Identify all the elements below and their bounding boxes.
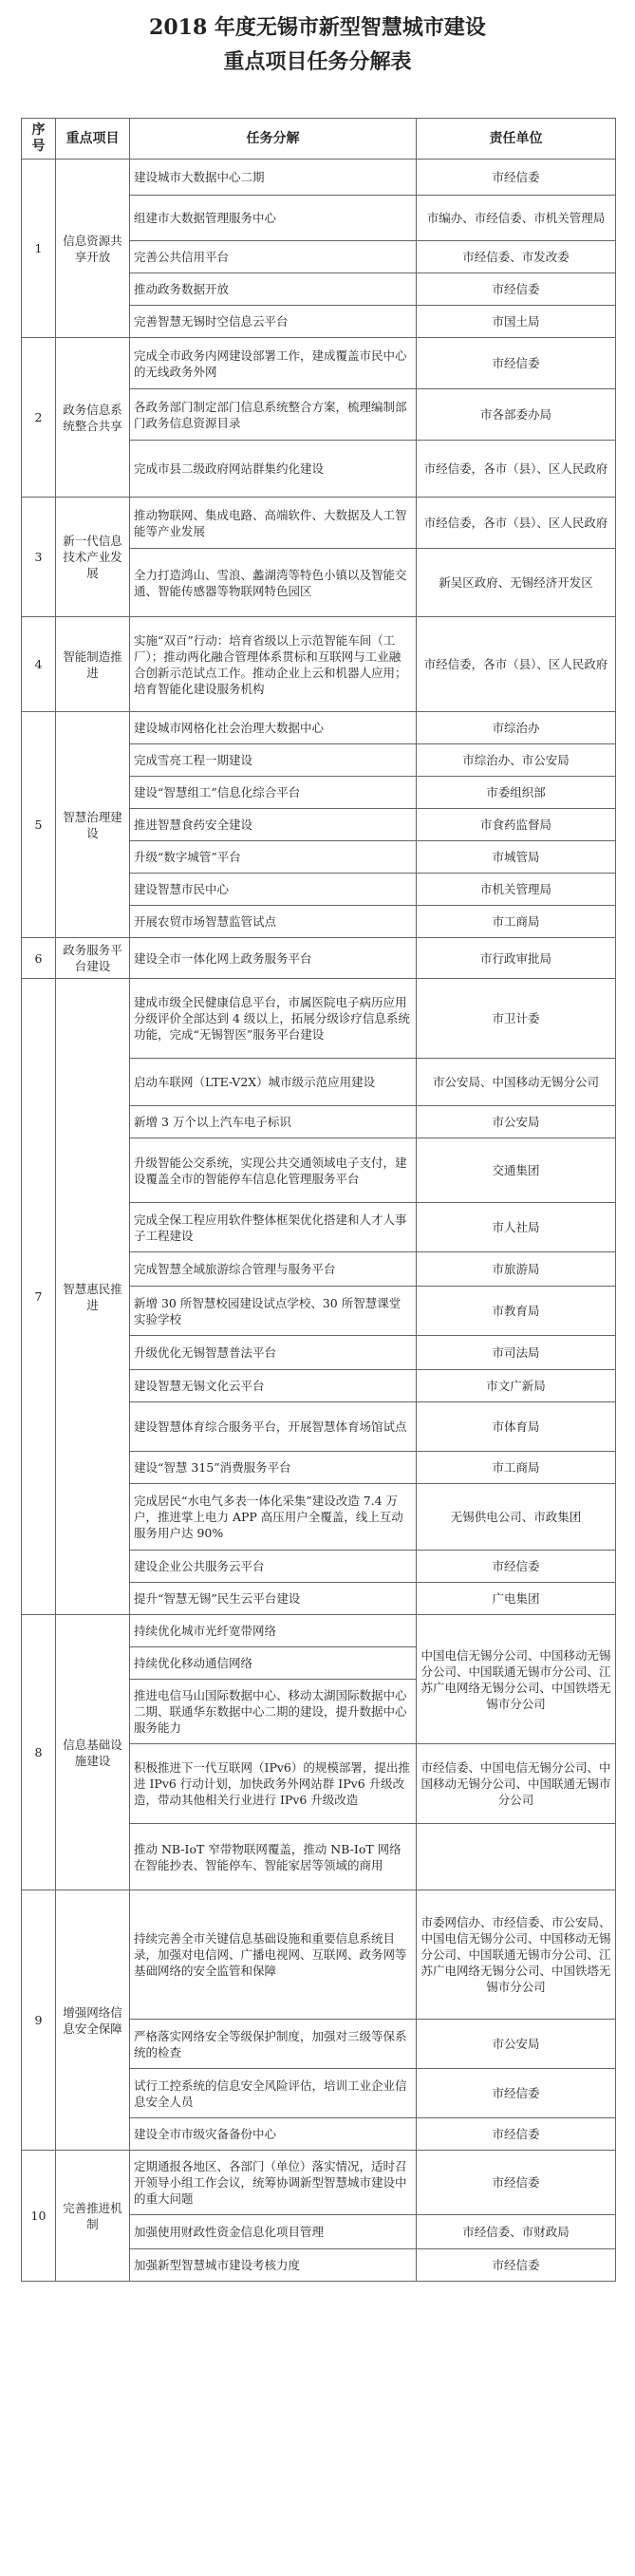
task-table — [21, 118, 616, 2282]
cell-unit: 市司法局 — [417, 1336, 616, 1370]
cell-unit: 市编办、市经信委、市机关管理局 — [417, 196, 616, 241]
cell-unit: 市委网信办、市经信委、市公安局、中国电信无锡分公司、中国移动无锡分公司、中国联通无锡市分公司、江苏广电网络无锡分公司、中国铁塔无锡市分公司 — [417, 1890, 616, 2020]
title-line-2: 重点项目任务分解表 — [223, 49, 412, 74]
header-no: 序号 — [22, 119, 56, 160]
cell-task: 完善公共信用平台 — [130, 241, 417, 273]
cell-task: 组建市大数据管理服务中心 — [130, 196, 417, 241]
cell-unit: 市经信委 — [417, 2151, 616, 2215]
cell-no: 4 — [22, 617, 56, 712]
table-row — [22, 1890, 616, 2020]
cell-unit: 市经信委 — [417, 2069, 616, 2118]
cell-unit: 市体育局 — [417, 1402, 616, 1452]
cell-task: 推动政务数据开放 — [130, 273, 417, 306]
cell-task: 建设全市市级灾备备份中心 — [130, 2118, 417, 2151]
cell-unit: 市经信委 — [417, 2118, 616, 2151]
cell-unit: 市人社局 — [417, 1203, 616, 1252]
cell-task: 启动车联网（LTE-V2X）城市级示范应用建设 — [130, 1059, 417, 1106]
cell-unit: 广电集团 — [417, 1583, 616, 1615]
cell-no: 10 — [22, 2151, 56, 2282]
cell-task: 严格落实网络安全等级保护制度，加强对三级等保系统的检查 — [130, 2020, 417, 2069]
cell-task: 升级智能公交系统，实现公共交通领域电子支付，建设覆盖全市的智能停车信息化管理服务平台 — [130, 1138, 417, 1203]
cell-task: 加强使用财政性资金信息化项目管理 — [130, 2215, 417, 2249]
table-row — [22, 938, 616, 979]
cell-unit: 市经信委 — [417, 338, 616, 389]
cell-task: 建设全市一体化网上政务服务平台 — [130, 938, 417, 979]
cell-task: 建设智慧市民中心 — [130, 874, 417, 906]
cell-task: 提升“智慧无锡”民生云平台建设 — [130, 1583, 417, 1615]
cell-task: 开展农贸市场智慧监管试点 — [130, 906, 417, 938]
cell-unit: 市公安局、中国移动无锡分公司 — [417, 1059, 616, 1106]
cell-task: 实施“双百”行动：培育省级以上示范智能车间（工厂）；推动两化融合管理体系贯标和互联网与工业融合创新示范试点工作。推动企业上云和机器人应用；培育智能化建设服务机构 — [130, 617, 417, 712]
cell-task: 定期通报各地区、各部门（单位）落实情况，适时召开领导小组工作会议，统筹协调新型智慧城市建设中的重大问题 — [130, 2151, 417, 2215]
cell-task: 各政务部门制定部门信息系统整合方案，梳理编制部门政务信息资源目录 — [130, 389, 417, 441]
cell-unit: 市经信委，各市（县）、区人民政府 — [417, 498, 616, 549]
cell-unit: 市经信委 — [417, 2249, 616, 2282]
cell-project: 智慧惠民推进 — [56, 979, 130, 1615]
cell-no: 6 — [22, 938, 56, 979]
cell-task: 建设城市网格化社会治理大数据中心 — [130, 712, 417, 744]
cell-task: 完成雪亮工程一期建设 — [130, 744, 417, 777]
cell-project: 新一代信息技术产业发展 — [56, 498, 130, 617]
cell-task: 建设“智慧 315”消费服务平台 — [130, 1452, 417, 1484]
header-unit: 责任单位 — [417, 119, 616, 160]
cell-task: 加强新型智慧城市建设考核力度 — [130, 2249, 417, 2282]
cell-no: 8 — [22, 1615, 56, 1890]
cell-unit: 市公安局 — [417, 1106, 616, 1138]
cell-task: 持续优化移动通信网络 — [130, 1647, 417, 1680]
title-line-1: 2018 年度无锡市新型智慧城市建设 — [149, 15, 486, 40]
cell-task: 升级优化无锡智慧普法平台 — [130, 1336, 417, 1370]
cell-project: 增强网络信息安全保障 — [56, 1890, 130, 2151]
header-task: 任务分解 — [130, 119, 417, 160]
cell-unit: 市经信委、中国电信无锡分公司、中国移动无锡分公司、中国联通无锡市分公司 — [417, 1744, 616, 1824]
cell-project: 智能制造推进 — [56, 617, 130, 712]
cell-task: 升级“数字城管”平台 — [130, 841, 417, 874]
table-row — [22, 712, 616, 744]
cell-task: 建设城市大数据中心二期 — [130, 160, 417, 196]
cell-task: 完善智慧无锡时空信息云平台 — [130, 306, 417, 338]
cell-task: 建设企业公共服务云平台 — [130, 1551, 417, 1583]
header-project: 重点项目 — [56, 119, 130, 160]
cell-no: 5 — [22, 712, 56, 938]
table-body — [22, 160, 616, 2282]
cell-task: 推进智慧食药安全建设 — [130, 809, 417, 841]
cell-unit: 新吴区政府、无锡经济开发区 — [417, 549, 616, 617]
cell-task: 推动物联网、集成电路、高端软件、大数据及人工智能等产业发展 — [130, 498, 417, 549]
cell-unit: 市综治办、市公安局 — [417, 744, 616, 777]
table-row — [22, 2151, 616, 2215]
cell-unit: 市教育局 — [417, 1287, 616, 1336]
cell-task: 建设智慧体育综合服务平台，开展智慧体育场馆试点 — [130, 1402, 417, 1452]
cell-unit: 市文广新局 — [417, 1370, 616, 1402]
cell-no: 1 — [22, 160, 56, 338]
cell-task: 建设“智慧组工”信息化综合平台 — [130, 777, 417, 809]
cell-project: 信息资源共享开放 — [56, 160, 130, 338]
cell-unit: 市工商局 — [417, 906, 616, 938]
cell-unit: 市各部委办局 — [417, 389, 616, 441]
table-row — [22, 160, 616, 196]
cell-unit: 市经信委，各市（县）、区人民政府 — [417, 617, 616, 712]
cell-task: 持续优化城市光纤宽带网络 — [130, 1615, 417, 1647]
cell-unit: 市经信委、市财政局 — [417, 2215, 616, 2249]
cell-task: 完成全保工程应用软件整体框架优化搭建和人才人事子工程建设 — [130, 1203, 417, 1252]
cell-unit: 市工商局 — [417, 1452, 616, 1484]
cell-unit: 市国土局 — [417, 306, 616, 338]
cell-task: 全力打造鸿山、雪浪、蠡湖湾等特色小镇以及智能交通、智能传感器等物联网特色园区 — [130, 549, 417, 617]
cell-unit: 市综治办 — [417, 712, 616, 744]
cell-unit — [417, 1824, 616, 1890]
table-row — [22, 338, 616, 389]
table-row — [22, 617, 616, 712]
cell-project: 智慧治理建设 — [56, 712, 130, 938]
cell-unit: 交通集团 — [417, 1138, 616, 1203]
cell-unit: 中国电信无锡分公司、中国移动无锡分公司、中国联通无锡市分公司、江苏广电网络无锡分公司、中国铁塔无锡市分公司 — [417, 1615, 616, 1744]
cell-task: 积极推进下一代互联网（IPv6）的规模部署，提出推进 IPv6 行动计划，加快政务外网站群 IPv6 升级改造，带动其他相关行业进行 IPv6 升级改造 — [130, 1744, 417, 1824]
cell-unit: 市旅游局 — [417, 1252, 616, 1287]
cell-unit: 无锡供电公司、市政集团 — [417, 1484, 616, 1551]
cell-project: 信息基础设施建设 — [56, 1615, 130, 1890]
cell-unit: 市行政审批局 — [417, 938, 616, 979]
table-row — [22, 498, 616, 549]
cell-unit: 市城管局 — [417, 841, 616, 874]
cell-unit: 市经信委 — [417, 1551, 616, 1583]
cell-no: 9 — [22, 1890, 56, 2151]
cell-task: 完成智慧全域旅游综合管理与服务平台 — [130, 1252, 417, 1287]
cell-unit: 市机关管理局 — [417, 874, 616, 906]
table-row — [22, 979, 616, 1059]
cell-unit: 市委组织部 — [417, 777, 616, 809]
cell-task: 完成全市政务内网建设部署工作，建成覆盖市民中心的无线政务外网 — [130, 338, 417, 389]
cell-task: 试行工控系统的信息安全风险评估，培训工业企业信息安全人员 — [130, 2069, 417, 2118]
cell-no: 7 — [22, 979, 56, 1615]
cell-unit: 市经信委 — [417, 273, 616, 306]
cell-task: 新增 3 万个以上汽车电子标识 — [130, 1106, 417, 1138]
cell-project: 政务服务平台建设 — [56, 938, 130, 979]
cell-project: 政务信息系统整合共享 — [56, 338, 130, 498]
cell-task: 建设智慧无锡文化云平台 — [130, 1370, 417, 1402]
cell-task: 完成市县二级政府网站群集约化建设 — [130, 441, 417, 498]
cell-task: 持续完善全市关键信息基础设施和重要信息系统目录，加强对电信网、广播电视网、互联网、政务网等基础网络的安全监管和保障 — [130, 1890, 417, 2020]
cell-unit: 市经信委，各市（县）、区人民政府 — [417, 441, 616, 498]
cell-unit: 市卫计委 — [417, 979, 616, 1059]
cell-unit: 市经信委 — [417, 160, 616, 196]
cell-task: 新增 30 所智慧校园建设试点学校、30 所智慧课堂实验学校 — [130, 1287, 417, 1336]
cell-task: 推动 NB-IoT 窄带物联网覆盖，推动 NB-IoT 网络在智能抄表、智能停车、智能家居等领域的商用 — [130, 1824, 417, 1890]
table-row — [22, 1615, 616, 1647]
cell-task: 建成市级全民健康信息平台，市属医院电子病历应用分级评价全部达到 4 级以上，拓展分级诊疗信息系统功能，完成“无锡智医”服务平台建设 — [130, 979, 417, 1059]
cell-unit: 市经信委、市发改委 — [417, 241, 616, 273]
cell-task: 推进电信马山国际数据中心、移动太湖国际数据中心二期、联通华东数据中心二期的建设，提升数据中心服务能力 — [130, 1680, 417, 1744]
cell-no: 2 — [22, 338, 56, 498]
cell-no: 3 — [22, 498, 56, 617]
table-header-row — [22, 119, 616, 160]
cell-project: 完善推进机制 — [56, 2151, 130, 2282]
cell-unit: 市食药监督局 — [417, 809, 616, 841]
cell-task: 完成居民“水电气多表一体化采集”建设改造 7.4 万户，推进掌上电力 APP 高压用户全覆盖，线上互动服务用户达 90% — [130, 1484, 417, 1551]
cell-unit: 市公安局 — [417, 2020, 616, 2069]
